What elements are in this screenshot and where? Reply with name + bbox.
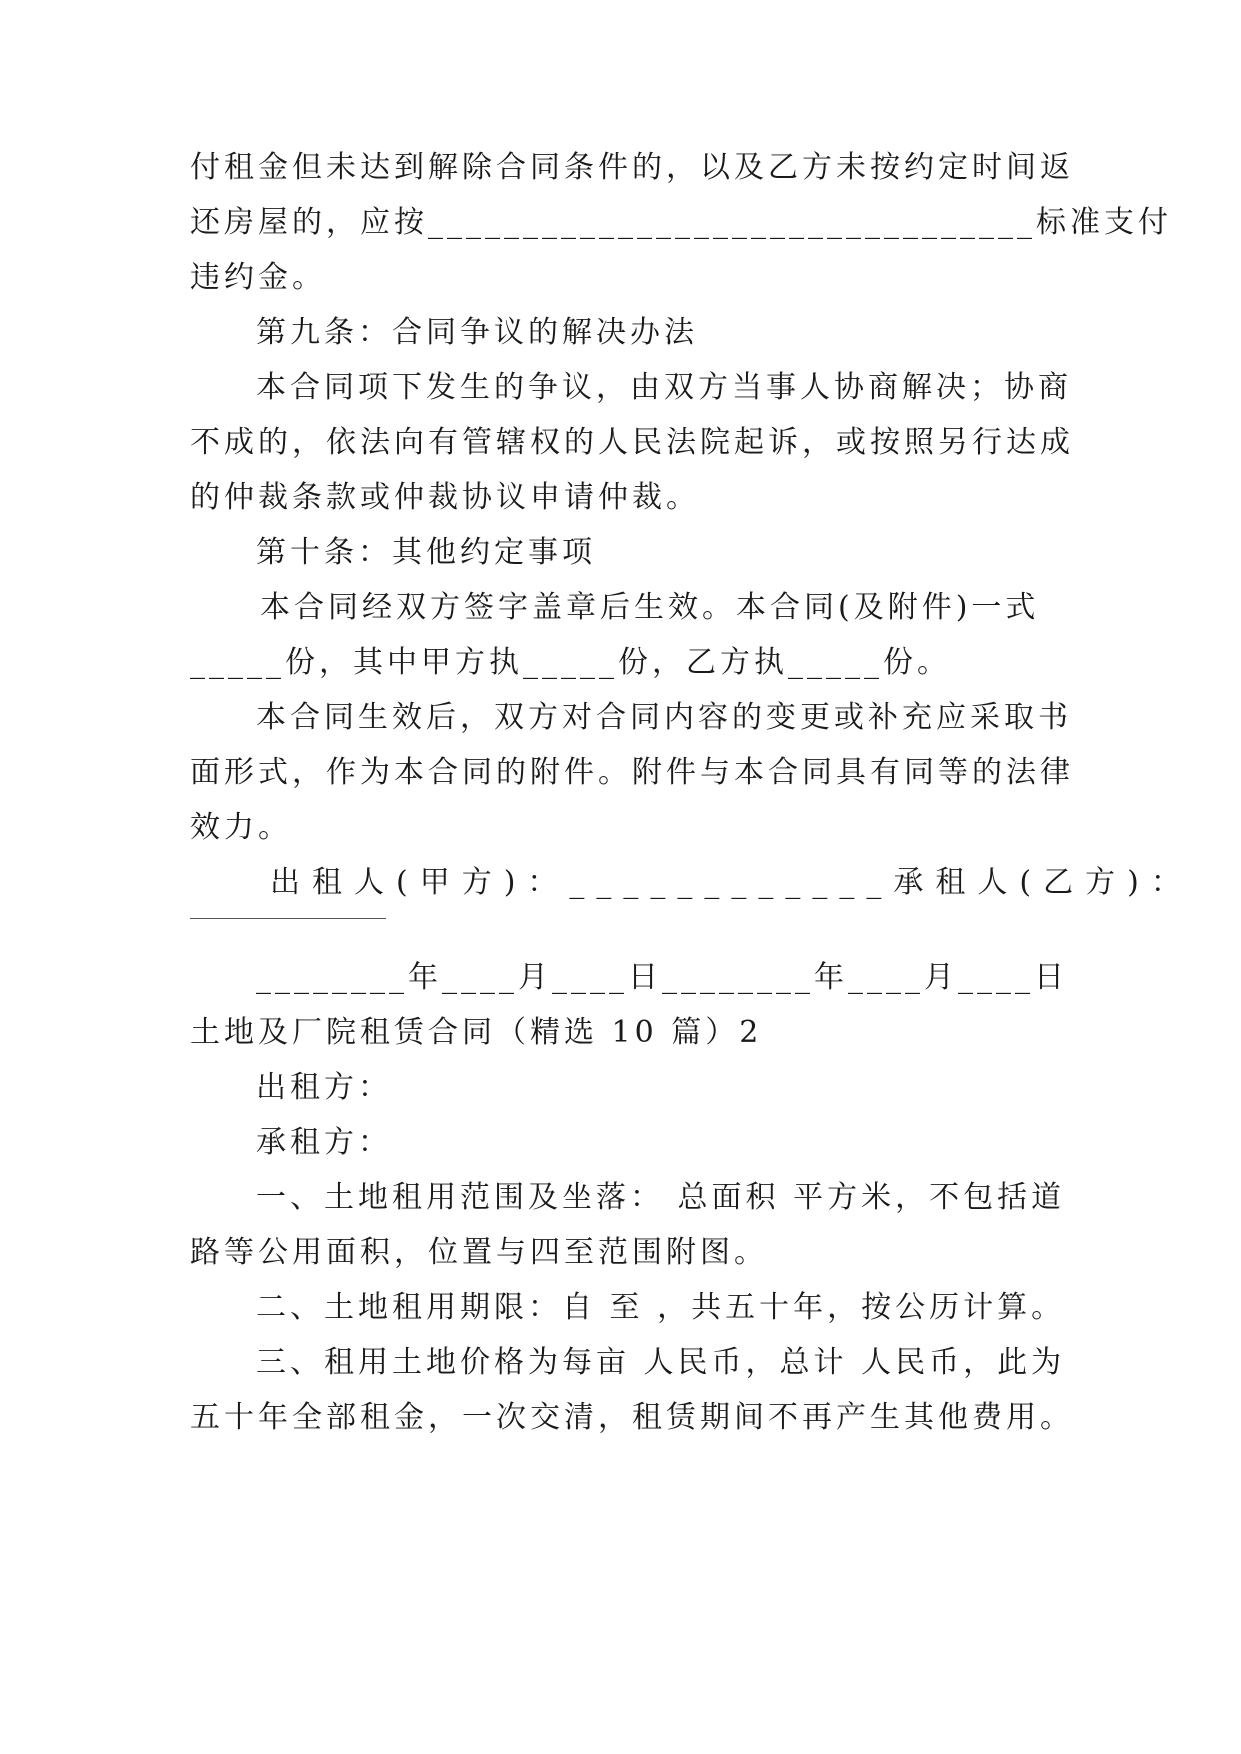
text-line: 五十年全部租金，一次交清，租赁期间不再产生其他费用。 bbox=[190, 1400, 1074, 1435]
text-line: 付租金但未达到解除合同条件的，以及乙方未按约定时间返 bbox=[190, 150, 1074, 185]
text-line: 面形式，作为本合同的附件。附件与本合同具有同等的法律 bbox=[190, 755, 1074, 790]
section-heading: 第十条：其他约定事项 bbox=[256, 535, 596, 570]
text-line: 承租方： bbox=[256, 1125, 392, 1160]
text-line: 违约金。 bbox=[190, 260, 326, 295]
section-title: 土地及厂院租赁合同（精选 10 篇）2 bbox=[190, 1015, 763, 1050]
text-line: 二、土地租用期限：自 至 ，共五十年，按公历计算。 bbox=[256, 1290, 1066, 1325]
text-line: 本合同项下发生的争议，由双方当事人协商解决；协商 bbox=[256, 370, 1072, 405]
text-line: 一、土地租用范围及坐落： 总面积 平方米，不包括道 bbox=[256, 1180, 1066, 1215]
text-line: 本合同生效后，双方对合同内容的变更或补充应采取书 bbox=[256, 700, 1072, 735]
text-line: 还房屋的，应按________________________________标准支付 bbox=[190, 205, 1172, 240]
text-line: 出租方： bbox=[256, 1070, 392, 1105]
text-line: 不成的，依法向有管辖权的人民法院起诉，或按照另行达成 bbox=[190, 425, 1074, 460]
text-line: 本合同经双方签字盖章后生效。本合同(及附件)一式 bbox=[260, 590, 1040, 625]
signature-blank bbox=[190, 918, 386, 919]
text-line: _____份，其中甲方执_____份，乙方执_____份。 bbox=[190, 645, 951, 680]
text-line: 路等公用面积，位置与四至范围附图。 bbox=[190, 1235, 768, 1270]
date-line: ________年____月____日________年____月____日 bbox=[256, 960, 1068, 995]
section-heading: 第九条：合同争议的解决办法 bbox=[256, 315, 698, 350]
text-line: 的仲裁条款或仲裁协议申请仲裁。 bbox=[190, 480, 700, 515]
signature-line: 出租人(甲方)：____________承租人(乙方)： bbox=[270, 865, 1193, 900]
text-line: 效力。 bbox=[190, 810, 292, 845]
text-line: 三、租用土地价格为每亩 人民币，总计 人民币，此为 bbox=[256, 1345, 1066, 1380]
